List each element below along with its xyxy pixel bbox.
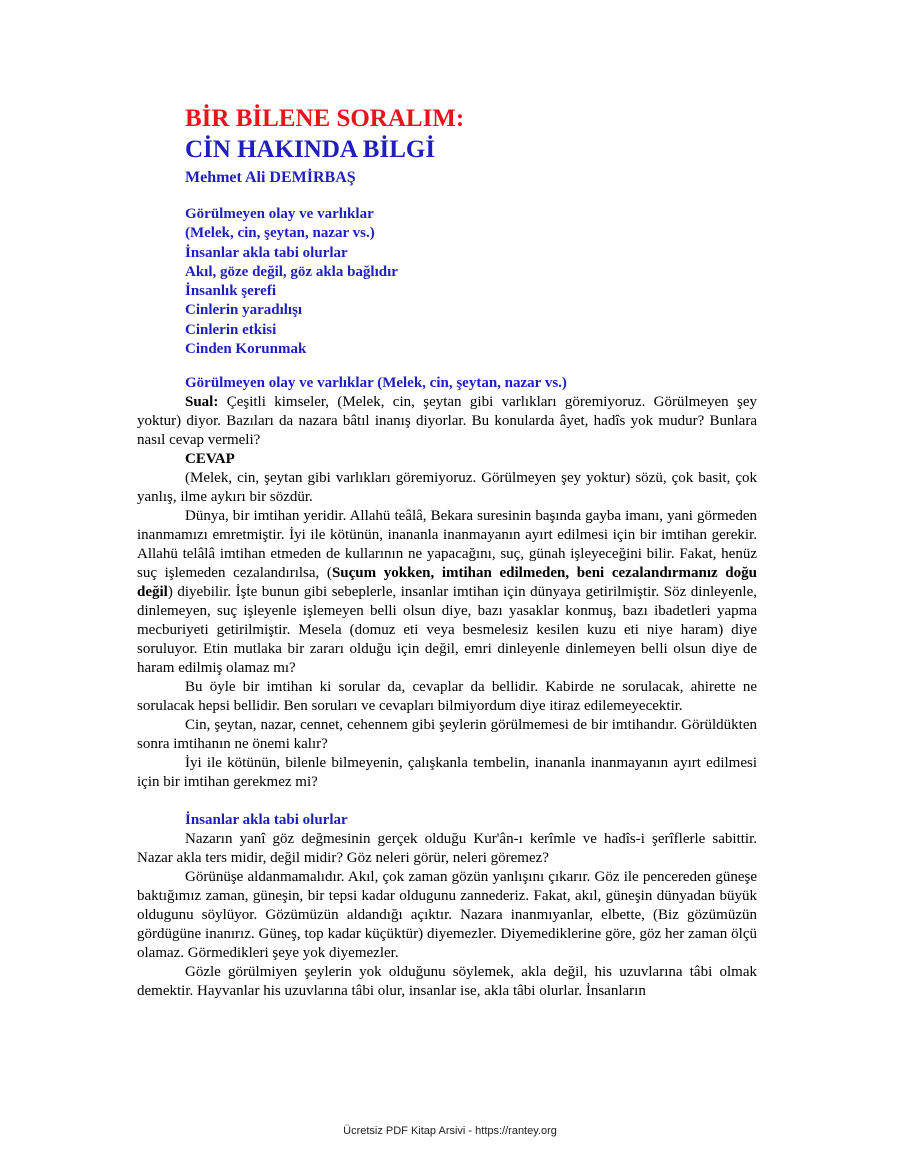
body-paragraph: Bu öyle bir imtihan ki sorular da, cevaplar da bellidir. Kabirde ne sorulacak, ahirette ne sorulacak hepsi bellidir. Ben soruları ve cevapları bilmiyordum diye itiraz edilemeyecektir. (137, 679, 757, 715)
body-paragraph (137, 507, 757, 678)
body-paragraph: İyi ile kötünün, bilenle bilmeyenin, çalışkanla tembelin, inananla inanmayanın ayırt edilmesi için bir imtihan gerekmez mi? (137, 755, 757, 791)
bold-quote: Suçum yokken, imtihan edilmeden, beni cezalandırmanız doğu değil (137, 565, 757, 601)
toc-item[interactable]: Cinlerin etkisi (185, 321, 277, 338)
author-name: Mehmet Ali DEMİRBAŞ (185, 169, 356, 186)
toc-item[interactable]: Cinden Korunmak (185, 341, 307, 358)
toc-item[interactable]: Cinlerin yaradılışı (185, 302, 303, 319)
body-paragraph: Cin, şeytan, nazar, cennet, cehennem gibi şeylerin görülmemesi de bir imtihandır. Görüldükten sonra imtihanın ne önemi kalır? (137, 717, 757, 753)
sual-label: Sual: (185, 394, 219, 411)
body-paragraph: Gözle görülmiyen şeylerin yok olduğunu söylemek, akla değil, his uzuvlarına tâbi olmak demektir. Hayvanlar his uzuvlarına tâbi olur, insanlar ise, akla tâbi olurlar. İnsanların (137, 964, 757, 1000)
page-footer: Ücretsiz PDF Kitap Arsivi - https://rantey.org (343, 1125, 557, 1137)
document-title: BİR BİLENE SORALIM: (185, 105, 465, 132)
answer-label: CEVAP (185, 451, 235, 468)
toc-item[interactable]: (Melek, cin, şeytan, nazar vs.) (185, 225, 375, 242)
toc-item[interactable]: Akıl, göze değil, göz akla bağlıdır (185, 263, 398, 280)
toc-item[interactable]: İnsanlık şerefi (185, 283, 276, 300)
sual-text: Çeşitli kimseler, (Melek, cin, şeytan gibi varlıkları göremiyoruz. Görülmeyen şey yoktur) diyor. Bazıları da nazara bâtıl inanış diyorlar. Bu konularda âyet, hadîs yok mudur? Bunlara nasıl cevap vermeli? (137, 394, 757, 449)
body-paragraph: Görünüşe aldanmamalıdır. Akıl, çok zaman gözün yanlışını çıkarır. Göz ile pencereden güneşe baktığımız zaman, güneşin, bir tepsi kadar oldugunu zannederiz. Fakat, akıl, güneşin dünyadan büyük oldugunu söylüyor. Gözümüzün aldandığı açıktır. Nazara inanmıyanlar, elbette, (Biz gözümüzün gördügüne inanırız. Güneş, top kadar küçüktür) diyemezler. Diyemediklerine göre, göz her zaman ölçü olamaz. Görmedikleri şeye yok diyemezler. (137, 869, 757, 962)
paragraph-text: Dünya, bir imtihan yeridir. Allahü teâlâ, Bekara suresinin başında gayba imanı, yani görmeden inanmamızı emretmiştir. İyi ile kötünün, inananla inanmayanın ayırt edilmesi için bir imtihan gerekir. Allahü telâlâ imtihan etmeden de kullarının ne yapacağını, suç, günah işleyeceğini bilir. Fakat, henüz suç işlemeden cezalandırılsa, ( (137, 508, 757, 582)
document-page (137, 103, 757, 1001)
section-heading: İnsanlar akla tabi olurlar (185, 812, 348, 829)
paragraph-text: ) diyebilir. İşte bunun gibi sebeplerle, insanlar imtihan için dünyaya getirilmiştir. Söz dinleyenle, dinlemeyen, suç işleyenle işlemeyen belli olsun diye, bazı yasaklar konmuş, bazı ibadetleri yapma mecburiyeti getirilmiştir. Mesela (domuz eti veya besmelesiz kesilen kuzu eti niye haram) diye soruluyor. Etin mutlaka bir zararı olduğu için değil, emri dinleyenle dinlemeyen belli olsun diye de haram edilmiş olamaz mı? (137, 584, 757, 677)
question-paragraph (137, 393, 757, 450)
toc-item[interactable]: Görülmeyen olay ve varlıklar (185, 206, 374, 222)
body-paragraph: Nazarın yanî göz değmesinin gerçek olduğu Kur'ân-ı kerîmle ve hadîs-i şerîflerle sabittir. Nazar akla ters midir, değil midir? Göz neleri görür, neleri göremez? (137, 831, 757, 867)
toc-item[interactable]: İnsanlar akla tabi olurlar (185, 244, 348, 261)
document-subtitle: CİN HAKINDA BİLGİ (185, 136, 436, 163)
section-heading: Görülmeyen olay ve varlıklar (Melek, cin, şeytan, nazar vs.) (185, 375, 567, 392)
body-paragraph: (Melek, cin, şeytan gibi varlıkları göremiyoruz. Görülmeyen şey yoktur) sözü, çok basit, çok yanlış, ilme aykırı bir sözdür. (137, 470, 757, 506)
table-of-contents (185, 205, 757, 359)
